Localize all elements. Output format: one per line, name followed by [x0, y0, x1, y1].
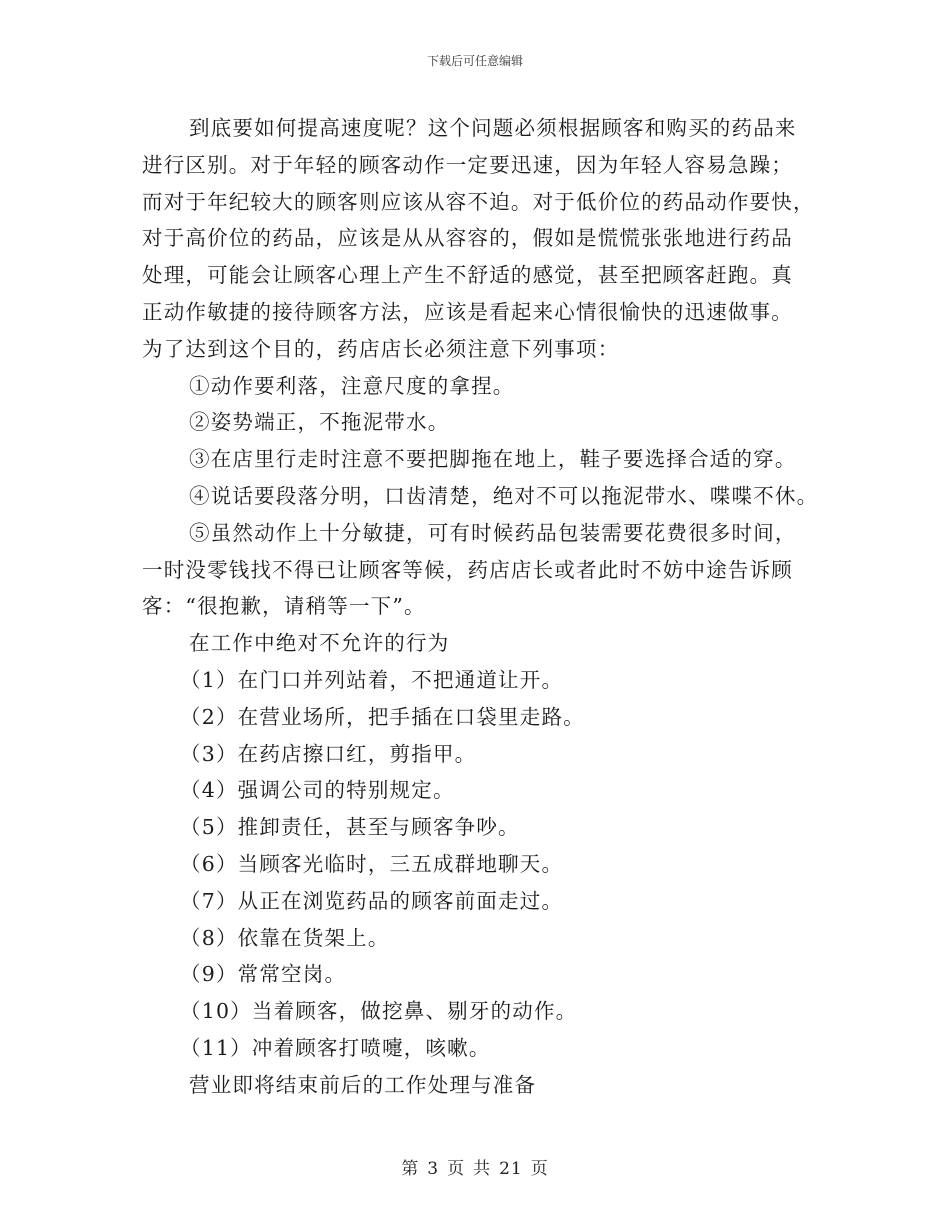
circled-item: ③在店里行走时注意不要把脚拖在地上，鞋子要选择合适的穿。 [189, 447, 797, 472]
forbidden-item: （5）推卸责任，甚至与顾客争吵。 [180, 815, 520, 840]
paragraph-line: 对于高价位的药品，应该是从从容容的，假如是慌慌张张地进行药品 [142, 226, 793, 251]
forbidden-item: （6）当顾客光临时，三五成群地聊天。 [180, 851, 564, 876]
forbidden-item: （11）冲着顾客打喷嚏，咳嗽。 [180, 1035, 491, 1060]
footer-page-label: 第 [401, 1159, 420, 1179]
forbidden-item: （2）在营业场所，把手插在口袋里走路。 [180, 704, 585, 729]
circled-item: ④说话要段落分明，口齿清楚，绝对不可以拖泥带水、喋喋不休。 [189, 483, 819, 508]
circled-item: ⑤虽然动作上十分敏捷，可有时候药品包装需要花费很多时间， [189, 520, 797, 545]
footer-total-label: 共 [473, 1159, 492, 1179]
footer-page-unit: 页 [447, 1159, 466, 1179]
page-header: 下载后可任意编辑 [426, 54, 523, 68]
paragraph-line: 正动作敏捷的接待顾客方法，应该是看起来心情很愉快的迅速做事。 [142, 299, 793, 324]
paragraph-line: 进行区别。对于年轻的顾客动作一定要迅速，因为年轻人容易急躁； [142, 152, 793, 177]
paragraph-line: 而对于年纪较大的顾客则应该从容不迫。对于低价位的药品动作要快， [142, 189, 815, 214]
forbidden-item: （3）在药店擦口红，剪指甲。 [180, 741, 477, 766]
document-body [142, 110, 822, 1104]
forbidden-item: （4）强调公司的特别规定。 [180, 778, 455, 803]
forbidden-item: （7）从正在浏览药品的顾客前面走过。 [180, 888, 564, 913]
paragraph-line: 为了达到这个目的，药店店长必须注意下列事项： [142, 336, 620, 361]
forbidden-item: （9）常常空岗。 [180, 962, 347, 987]
footer-total-number: 21 [499, 1159, 523, 1179]
forbidden-item: （8）依靠在货架上。 [180, 925, 390, 950]
circled-item-continuation: 客：“很抱歉，请稍等一下”。 [142, 594, 426, 619]
forbidden-item: （1）在门口并列站着，不把通道让开。 [180, 667, 564, 692]
footer-total-unit: 页 [530, 1159, 549, 1179]
section-title-forbidden: 在工作中绝对不允许的行为 [189, 631, 450, 656]
footer-page-number: 3 [427, 1159, 440, 1179]
paragraph-line: 处理，可能会让顾客心理上产生不舒适的感觉，甚至把顾客赶跑。真 [142, 263, 793, 288]
circled-item: ②姿势端正，不拖泥带水。 [189, 410, 450, 435]
paragraph-line: 到底要如何提高速度呢？这个问题必须根据顾客和购买的药品来 [189, 116, 797, 140]
section-title-closing: 营业即将结束前后的工作处理与准备 [189, 1072, 537, 1097]
forbidden-item: （10）当着顾客，做挖鼻、剔牙的动作。 [180, 999, 578, 1024]
circled-item: ①动作要利落，注意尺度的拿捏。 [189, 373, 515, 398]
page-footer [0, 1154, 950, 1179]
circled-item-continuation: 一时没零钱找不得已让顾客等候，药店店长或者此时不妨中途告诉顾 [142, 557, 793, 582]
